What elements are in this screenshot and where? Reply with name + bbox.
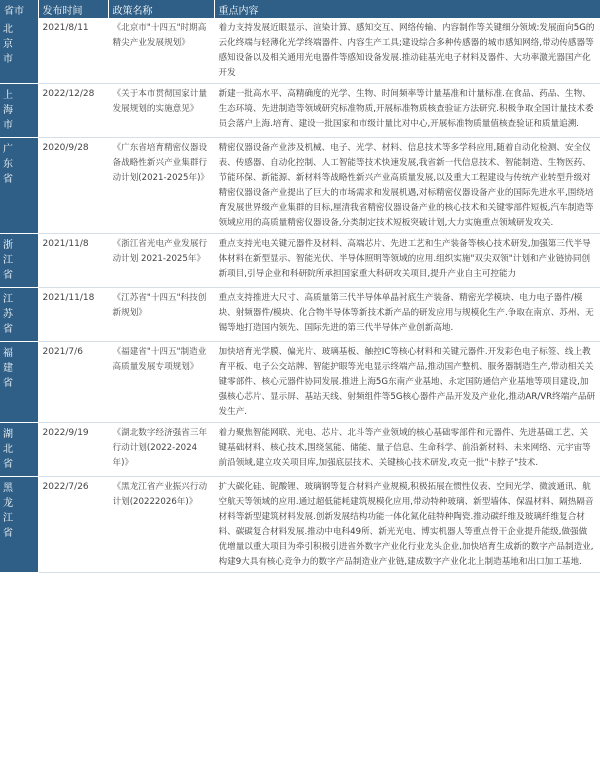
table-row [0, 84, 600, 138]
header-province: 省市 [0, 0, 38, 18]
content-cell: 着力聚焦智能网联、光电、芯片、北斗等产业领域的核心基础零部件和元器件、先进基础工艺、关键基础材料、核心技术,围绕氢能、储能、量子信息、生命科学、前沿新材料、未来网络、元宇宙等前沿领域,建立攻关项目库,加强底层技术、关键核心技术研发,攻克一批"卡脖子"技术. [214, 423, 600, 477]
province-cell: 黑龙江省 [0, 477, 38, 573]
content-cell: 着力支持发展近眼显示、渲染计算、感知交互、网络传输、内容制作等关键细分领域:发展面向5G的云化终端与轻薄化光学终端器件、内容生产工具;建设综合多种传感器的城市感知网络,带动传感器等感知设备以及相关通用光电器件等感知设备发展.推动硅基光电子材料及器件、大功率激光器国产化开发 [214, 18, 600, 84]
policy-cell: 《湖北数字经济强省三年行动计划(2022-2024年)》 [108, 423, 214, 477]
policy-cell: 《北京市"十四五"时期高精尖产业发展规划》 [108, 18, 214, 84]
policy-cell: 《江苏省"十四五"科技创新规划》 [108, 288, 214, 342]
table-row [0, 138, 600, 234]
policy-cell: 《浙江省光电产业发展行动计划 2021-2025年》 [108, 234, 214, 288]
policy-cell: 《广东省培育精密仪器设备战略性新兴产业集群行动计划(2021-2025年)》 [108, 138, 214, 234]
policy-cell: 《关于本市贯彻国家计量发展规划的实施意见》 [108, 84, 214, 138]
date-cell: 2022/12/28 [38, 84, 108, 138]
content-cell: 重点支持光电关键元器件及材料、高端芯片、先进工艺和生产装备等核心技术研发,加强第三代半导体材料在新型显示、智能光伏、半导体照明等领域的应用.组织实施"双尖双领"计划和产业链协同创新项目,引导企业和科研院所承担国家重大科研攻关项目,提升产业自主可控能力 [214, 234, 600, 288]
province-cell: 江苏省 [0, 288, 38, 342]
header-date: 发布时间 [38, 0, 108, 18]
header-policy: 政策名称 [108, 0, 214, 18]
date-cell: 2022/7/26 [38, 477, 108, 573]
table-row [0, 288, 600, 342]
date-cell: 2021/8/11 [38, 18, 108, 84]
content-cell: 重点支持推进大尺寸、高质量第三代半导体单晶衬底生产装备、精密光学模块、电力电子器件/模块、射频器件/模块、化合物半导体等新技术新产品的研发应用与规模化生产.争取在南京、苏州、无锡等地打造国内领先、国际先进的第三代半导体产业创新高地. [214, 288, 600, 342]
date-cell: 2022/9/19 [38, 423, 108, 477]
table-header-row [0, 0, 600, 18]
table-row [0, 18, 600, 84]
table-row [0, 234, 600, 288]
province-cell: 福建省 [0, 342, 38, 423]
table-row [0, 477, 600, 573]
content-cell: 新建一批高水平、高精确度的光学、生物、时间频率等计量基准和计量标准.在食品、药品、生物、生态环境、先进制造等领域研究标准物质,开展标准物质核查验证方法研究.积极争取全国计量技术委员会落户上海.培育、建设一批国家和市级计量比对中心,开展标准物质量值核查验证和质量追溯. [214, 84, 600, 138]
policy-cell: 《黑龙江省产业振兴行动计划(20222026年)》 [108, 477, 214, 573]
header-content: 重点内容 [214, 0, 600, 18]
province-cell: 北京市 [0, 18, 38, 84]
date-cell: 2021/11/18 [38, 288, 108, 342]
table-row [0, 423, 600, 477]
table-row [0, 342, 600, 423]
policy-cell: 《福建省"十四五"制造业高质量发展专项规划》 [108, 342, 214, 423]
content-cell: 扩大碳化硅、铌酸锂、玻璃钢等复合材料产业规模,积极拓展在惯性仪表、空间光学、微波通讯、航空航天等领域的应用.通过超低能耗建筑规模化应用,带动特种玻璃、新型墙体、保温材料、隔热隔音材料等新型建筑材料发展.创新发展结构功能一体化氮化硅特种陶瓷.推动碳纤维及玻璃纤维复合材料、碳碳复合材料发展.推动中电科49所、新光光电、博实机器人等重点骨干企业提升能级,做强做优增量以重大项目为牵引积极引进省外数字产业化行业龙头企业,加快培育生成新的数字产品制造业,构建9大具有核心竞争力的数字产品制造业产业链,建成数字产业化北上制造基地和出口加工基地. [214, 477, 600, 573]
date-cell: 2020/9/28 [38, 138, 108, 234]
date-cell: 2021/7/6 [38, 342, 108, 423]
province-cell: 浙江省 [0, 234, 38, 288]
content-cell: 加快培育光学膜、偏光片、玻璃基板、触控IC等核心材料和关键元器件.开发彩色电子标签、线上教育平板、电子公交站牌、智能护眼等光电显示终端产品,推动国产整机、服务器制造生产,带动相关关键零部件、核心元器件协同发展.推进上海5G东南产业基地、永定国防通信产业基地等项目建设,加强核心芯片、显示屏、基站天线、射频组件等5G核心器件产品开发及产业化,推动AR/VR终端产品研发生产. [214, 342, 600, 423]
province-cell: 湖北省 [0, 423, 38, 477]
date-cell: 2021/11/8 [38, 234, 108, 288]
province-cell: 广东省 [0, 138, 38, 234]
content-cell: 精密仪器设备产业涉及机械、电子、光学、材料、信息技术等多学科应用,随着自动化检测、安全仪表、传感器、自动化控制、人工智能等技术快速发展,我省新一代信息技术、智能制造、生物医药、节能环保、新能源、新材料等战略性新兴产业高质量发展,以及重大工程建设与传统产业转型升级对精密仪器设备产业提出了巨大的市场需求和发展机遇,对标精密仪器设备产业的国际先进水平,围绕培育发展世界级产业集群的目标,厘清我省精密仪器设备产业的核心技术和关键零部件短板,汽车制造等领域应用的高质量精密仪器设备,分类制定技术短板突破计划,大力实施重点领域研发攻关. [214, 138, 600, 234]
province-cell: 上海市 [0, 84, 38, 138]
